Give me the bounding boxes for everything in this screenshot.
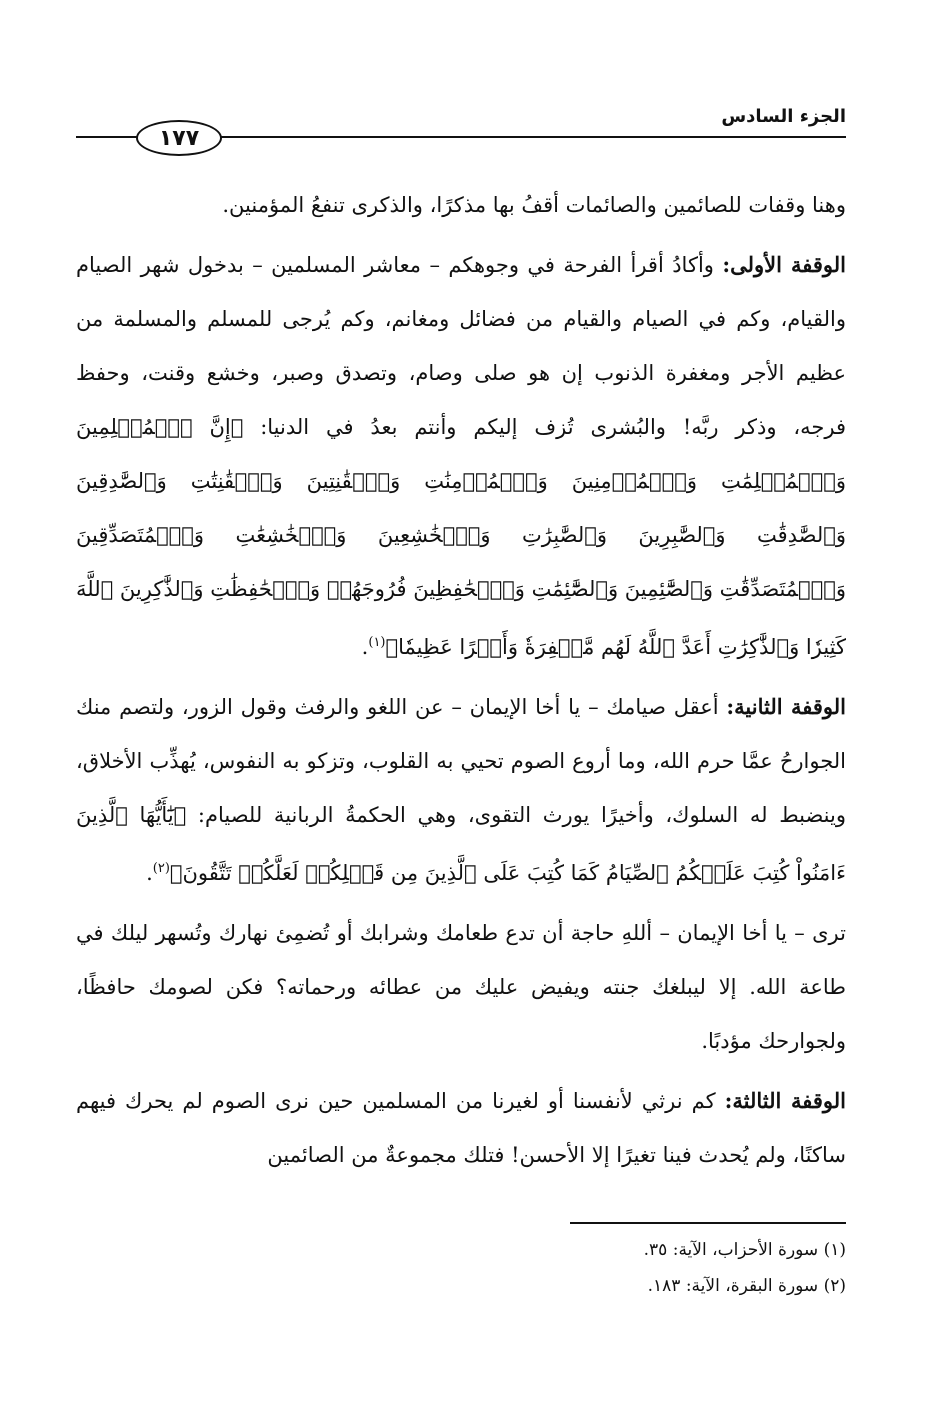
- paragraph-lead: الوقفة الثانية:: [726, 694, 846, 719]
- running-title: الجزء السادس: [721, 106, 846, 127]
- footnote-2: (٢) سورة البقرة، الآية: ١٨٣.: [647, 1276, 846, 1296]
- footnotes: [346, 1232, 846, 1304]
- page-header: [76, 92, 846, 162]
- footnote-rule: [570, 1222, 846, 1224]
- paragraph-text: أعقل صيامك – يا أخا الإيمان – عن اللغو والرفث وقول الزور، ولتصم منك الجوارحُ عمَّا حرم الله، وما أروع الصوم تحيي به القلوب، وتزكو به النفوس، يُهذِّب الأخلاق، وينضبط له السلوك، وأخيرًا يورث التقوى، وهي الحكمةُ الربانية للصيام: ﴿يَٰٓأَيُّهَا ٱلَّذِينَ ءَامَنُواْ كُتِبَ عَلَيۡكُمُ ٱلصِّيَامُ كَمَا كُتِبَ عَلَى ٱلَّذِينَ مِن قَبۡلِكُمۡ لَعَلَّكُمۡ تَتَّقُونَ﴾: [76, 695, 846, 885]
- paragraph-text: ترى – يا أخا الإيمان – أللهِ حاجة أن تدع طعامك وشرابك أو تُضمِئ نهارك وتُسهر ليلك في طاعة الله. إلا ليبلغك جنته ويفيض عليك من عطائه ورحماته؟ فكن لصومك حافظًا، ولجوارحك مؤدبًا.: [76, 921, 846, 1053]
- paragraph-text: كم نرثي لأنفسنا أو لغيرنا من المسلمين حين نرى الصوم لم يحرك فيهم ساكنًا، ولم يُحدث فينا تغيرًا إلا الأحسن! فتلك مجموعةٌ من الصائمين: [76, 1089, 846, 1167]
- paragraph-third-stop: [76, 1074, 846, 1182]
- paragraph-intro: [76, 178, 846, 232]
- paragraph-tail: .: [146, 861, 153, 885]
- paragraph-second-stop: [76, 680, 846, 900]
- paragraph-text: وهنا وقفات للصائمين والصائمات أقفُ بها مذكرًا، والذكرى تنفعُ المؤمنين.: [222, 193, 846, 217]
- paragraph-first-stop: [76, 238, 846, 674]
- paragraph-question: [76, 906, 846, 1068]
- paragraph-text: وأكادُ أقرأ الفرحة في وجوهكم – معاشر المسلمين – بدخول شهر الصيام والقيام، وكم في الصيام والقيام من فضائل ومغانم، وكم يُرجى للمسلم والمسلمة من عظيم الأجر ومغفرة الذنوب إن هو صلى وصام، وتصدق وصبر، وخشع وقنت، وحفظ فرجه، وذكر ربَّه! والبُشرى تُزف إليكم وأنتم بعدُ في الدنيا: ﴿إِنَّ ٱلۡمُسۡلِمِينَ وَٱلۡمُسۡلِمَٰتِ وَٱلۡمُؤۡمِنِينَ وَٱلۡمُؤۡمِنَٰتِ وَٱلۡقَٰنِتِينَ وَٱلۡقَٰنِتَٰتِ وَٱلصَّٰدِقِينَ وَٱلصَّٰدِقَٰتِ وَٱلصَّٰبِرِينَ وَٱلصَّٰبِرَٰتِ وَٱلۡخَٰشِعِينَ وَٱلۡخَٰشِعَٰتِ وَٱلۡمُتَصَدِّقِينَ وَٱلۡمُتَصَدِّقَٰتِ وَٱلصَّٰٓئِمِينَ وَٱلصَّٰٓئِمَٰتِ وَٱلۡحَٰفِظِينَ فُرُوجَهُمۡ وَٱلۡحَٰفِظَٰتِ وَٱلذَّٰكِرِينَ ٱللَّهَ كَثِيرٗا وَٱلذَّٰكِرَٰتِ أَعَدَّ ٱللَّهُ لَهُم مَّغۡفِرَةٗ وَأَجۡرًا عَظِيمٗا﴾: [76, 253, 846, 659]
- footnote-1: (١) سورة الأحزاب، الآية: ٣٥.: [643, 1240, 846, 1260]
- paragraph-lead: الوقفة الأولى:: [722, 252, 847, 277]
- main-text: [76, 178, 846, 1188]
- paragraph-tail: .: [361, 635, 369, 659]
- footnote-ref: (٢): [152, 861, 170, 876]
- page-number: ١٧٧: [136, 120, 222, 156]
- paragraph-lead: الوقفة الثالثة:: [724, 1088, 847, 1113]
- footnote-ref: (١): [368, 635, 386, 650]
